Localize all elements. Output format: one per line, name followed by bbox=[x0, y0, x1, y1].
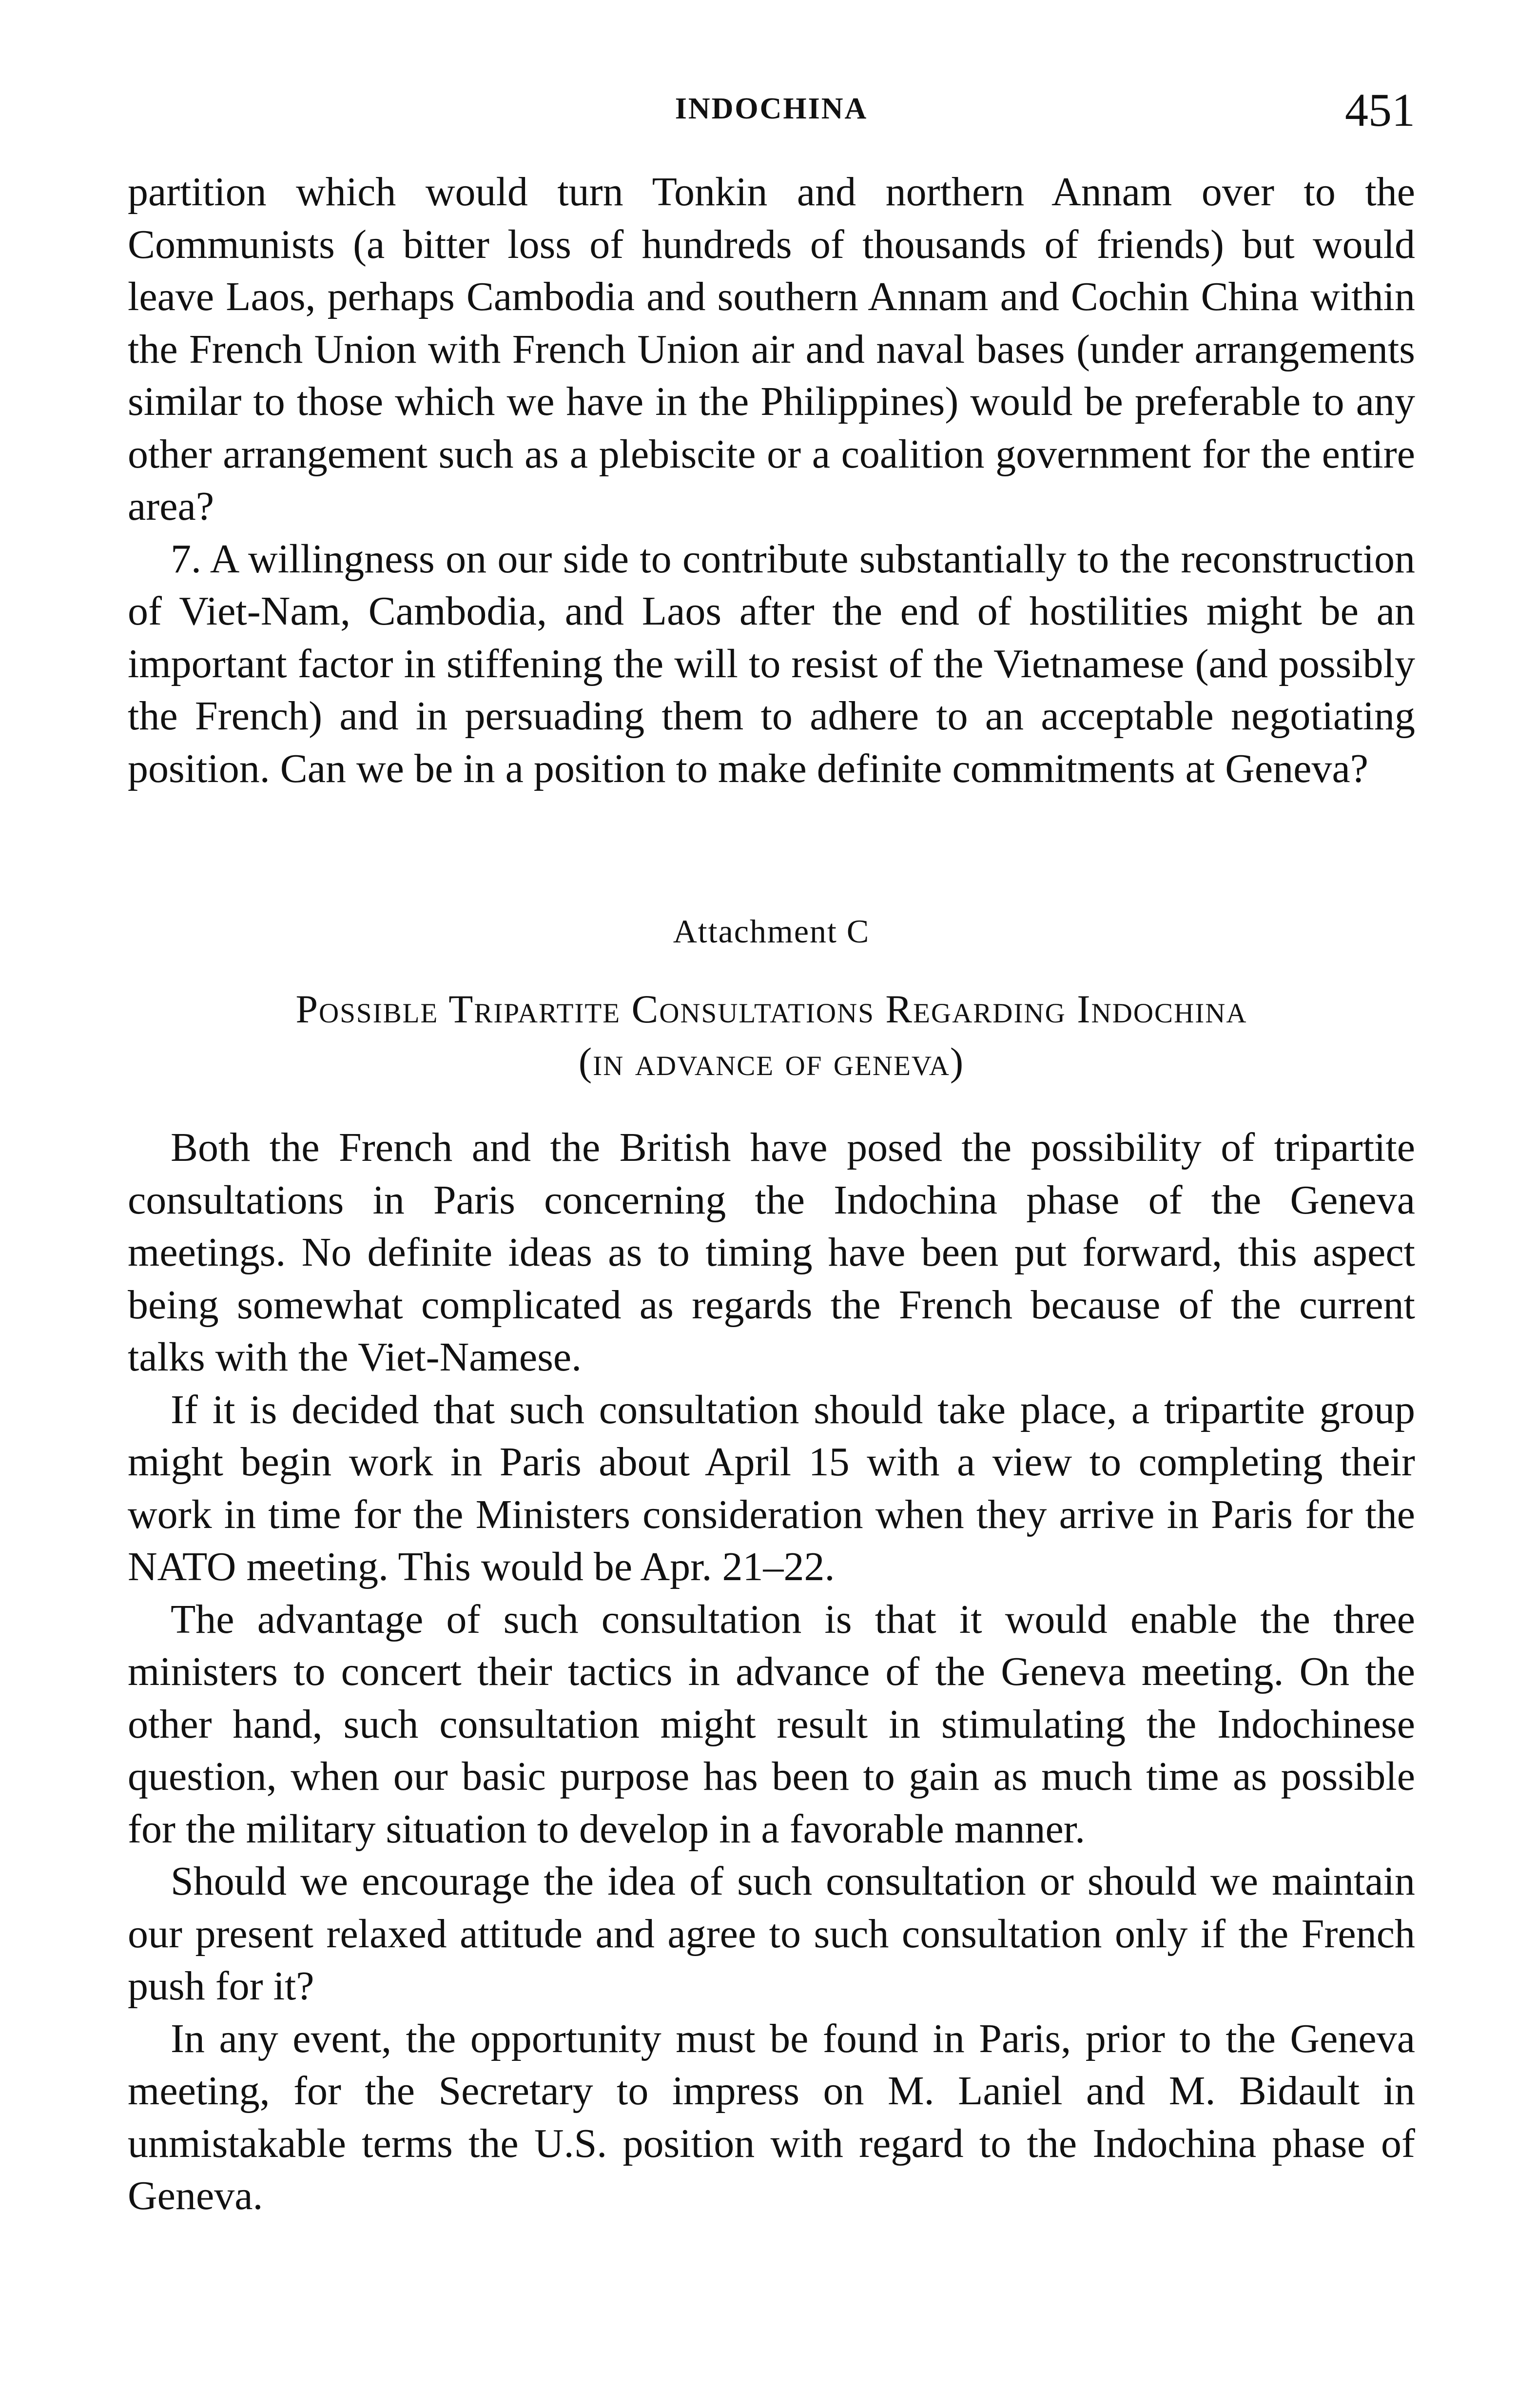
continued-paragraph: partition which would turn Tonkin and northern Annam over to the Communists (a bitter loss of hundreds of thousands of friends) but would leave Laos, perhaps Cambodia and southern Annam and Cochin China within the French Union with French Union air and naval bases (under arrangements similar to those which we have in the Philippines) would be preferable to any other arrangement such as a plebiscite or a coalition government for the entire area? bbox=[128, 169, 1415, 529]
attachment-paragraph-3: The advantage of such consultation is that it would enable the three ministers to concert their tactics in advance of the Geneva meeting. On the other hand, such consultation might result in stimulating the Indochinese question, when our basic purpose has been to gain as much time as possible for the military situation to develop in a favorable manner. bbox=[128, 1596, 1415, 1852]
numbered-paragraph-7: 7. A willingness on our side to contribute substantially to the reconstruction of Viet-Nam, Cambodia, and Laos after the end of hostilities might be an important factor in stiffening the will to resist of the Vietnamese (and possibly the French) and in persuading them to adhere to an acceptable negotiating position. Can we be in a position to make definite commitments at Geneva? bbox=[128, 536, 1415, 791]
attachment-paragraph-5: In any event, the opportunity must be found in Paris, prior to the Geneva meeting, for the Secretary to impress on M. Laniel and M. Bidault in unmistakable terms the U.S. position with regard to the Indochina phase of Geneva. bbox=[128, 2016, 1415, 2218]
attachment-subtitle: (in advance of geneva) bbox=[578, 1039, 965, 1084]
page-content bbox=[128, 166, 1415, 2222]
running-title: INDOCHINA bbox=[675, 92, 868, 125]
page-number: 451 bbox=[1345, 84, 1415, 136]
attachment-title: Possible Tripartite Consultations Regarding Indochina bbox=[295, 987, 1247, 1031]
attachment-label: Attachment C bbox=[673, 913, 870, 950]
attachment-paragraph-2: If it is decided that such consultation should take place, a tripartite group might begin work in Paris about April 15 with a view to completing their work in time for the Ministers consideration when they arrive in Paris for the NATO meeting. This would be Apr. 21–22. bbox=[128, 1387, 1415, 1589]
attachment-paragraph-4: Should we encourage the idea of such consultation or should we maintain our present relaxed attitude and agree to such consultation only if the French push for it? bbox=[128, 1859, 1415, 2009]
attachment-paragraph-1: Both the French and the British have posed the possibility of tripartite consultations in Paris concerning the Indochina phase of the Geneva meetings. No definite ideas as to timing have been put forward, this aspect being somewhat complicated as regards the French because of the current talks with the Viet-Namese. bbox=[128, 1125, 1415, 1380]
running-header bbox=[128, 83, 1415, 137]
